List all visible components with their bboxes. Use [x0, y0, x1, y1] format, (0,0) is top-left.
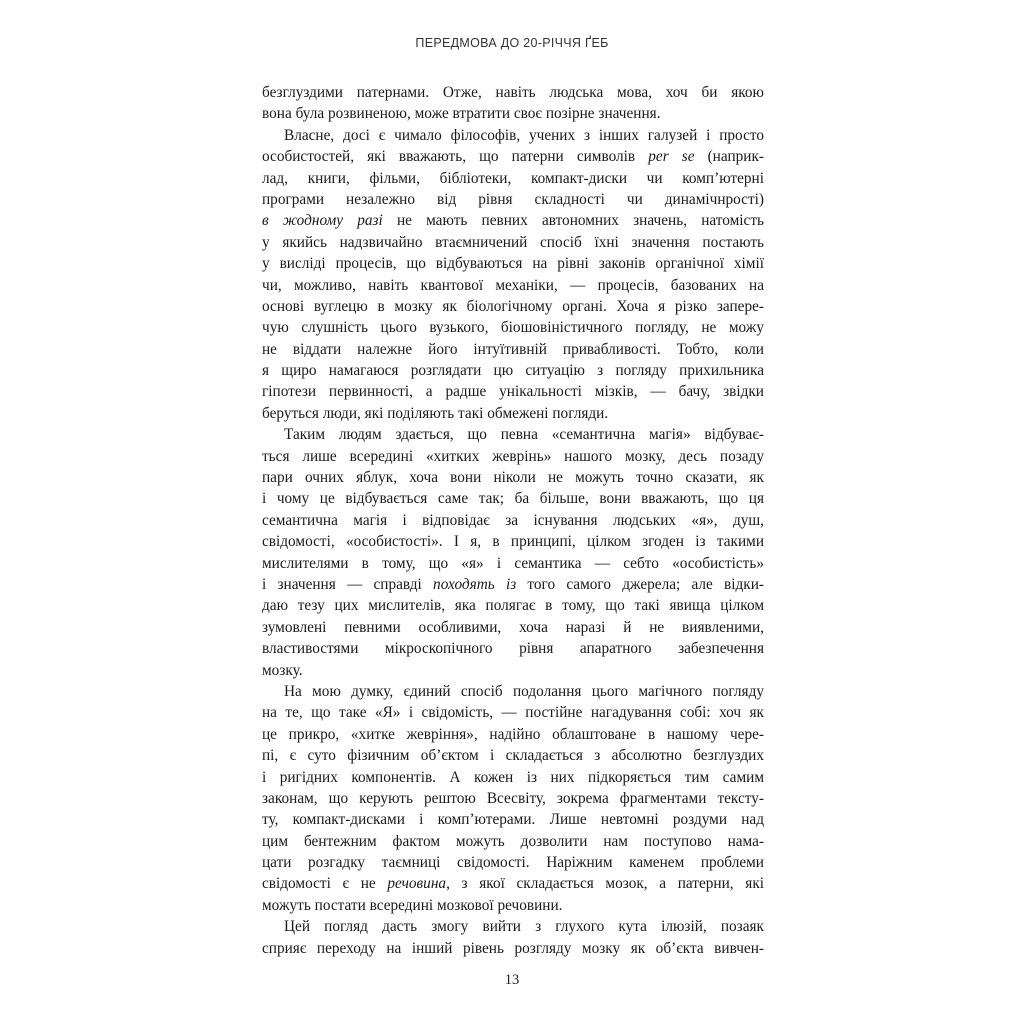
text-line: гіпотези первинності, а радше унікальності мізків, — бачу, звідки	[262, 383, 764, 401]
text-line: ться лише всередині «хитких жеврінь» нашого мозку, десь позаду	[262, 447, 764, 465]
text-line: і значення — справді походять із того самого джерела; але відки-	[262, 575, 765, 593]
text-line: чи, можливо, навіть квантової механіки, — процесів, базованих на	[262, 276, 764, 294]
body-text	[262, 82, 764, 959]
text-line: і ригідних компонентів. А кожен із них підкоряється тим самим	[262, 768, 764, 786]
text-line: і чому це відбувається саме так; ба більше, вони вважають, що ця	[262, 490, 764, 508]
text-line: властивостями мікроскопічного рівня апаратного забезпечення	[262, 640, 764, 658]
italic-term: в жодному разі	[262, 212, 383, 230]
italic-term: речовина	[387, 875, 447, 893]
running-head: ПЕРЕДМОВА ДО 20-РІЧЧЯ ҐЕБ	[415, 36, 609, 50]
text-line: цати розгадку таємниці свідомості. Наріжним каменем проблеми	[262, 854, 764, 872]
text-line: свідомості є не речовина, з якої складається мозок, а патерни, які	[262, 875, 764, 893]
text-line: у якийсь надзвичайно втаємничений спосіб їхні значення постають	[262, 233, 764, 251]
text-line: мозку.	[262, 661, 303, 679]
text-line: на те, що таке «Я» і свідомість, — постійне нагадування собі: хоч як	[262, 704, 764, 722]
text-line: Таким людям здається, що певна «семантична магія» відбуває-	[284, 426, 764, 444]
text-line: сприяє переходу на інший рівень розгляду мозку як об’єкта вивчен-	[262, 939, 764, 957]
text-line: це прикро, «хитке жевріння», надійно облаштоване в нашому чере-	[262, 725, 764, 743]
text-line: пари очних яблук, хоча вони ніколи не можуть точно сказати, як	[262, 469, 764, 487]
text-line: можуть постати всередині мозкової речовини.	[262, 896, 563, 914]
page-number: 13	[504, 972, 520, 988]
text-line: чую слушність цього вузького, біошовіністичного погляду, не можу	[262, 319, 764, 337]
text-line: беруться люди, які поділяють такі обмежені погляди.	[262, 404, 609, 422]
text-line: не віддати належне його інтуїтивній привабливості. Тобто, коли	[262, 340, 764, 358]
text-line: вона була розвиненою, може втратити своє позірне значення.	[262, 105, 661, 123]
text-line: програми незалежно від рівня складності чи динамічнрості)	[262, 190, 764, 208]
text-line: особистостей, які вважають, що патерни символів per se (наприк-	[262, 148, 764, 166]
text-line: семантична магія і відповідає за існування людських «я», душ,	[262, 511, 764, 529]
text-line: основі вуглецю в мозку як біологічному органі. Хоча я різко запере-	[262, 297, 764, 315]
text-line: ту, компакт-дисками і комп’ютерами. Лише невтомні роздуми над	[262, 811, 764, 829]
text-line: пі, є суто фізичним об’єктом і складається з абсолютно безглуздих	[262, 747, 764, 765]
text-line: мислителями в тому, що «я» і семантика — себто «особистість»	[262, 554, 764, 572]
text-line: зумовлені певними особливими, хоча наразі й не виявленими,	[262, 618, 764, 636]
text-line: лад, книги, фільми, бібліотеки, компакт-диски чи комп’ютерні	[262, 169, 764, 187]
text-line: Власне, досі є чимало філософів, учених з інших галузей і просто	[284, 126, 764, 144]
text-line: в жодному разі не мають певних автономних значень, натомість	[262, 212, 764, 230]
text-line: безглуздими патернами. Отже, навіть людська мова, хоч би якою	[262, 84, 764, 101]
text-line: у висліді процесів, що відбуваються на рівні законів органічної хімії	[262, 255, 764, 273]
text-line: Цей погляд дасть змогу вийти з глухого кута ілюзій, позаяк	[284, 918, 764, 936]
text-line: даю тезу цих мислителів, яка полягає в тому, що такі явища цілком	[262, 597, 764, 615]
text-line: цим бентежним фактом можуть дозволити нам поступово нама-	[262, 832, 764, 850]
text-line: На мою думку, єдиний спосіб подолання цього магічного погляду	[284, 682, 764, 700]
text-line: свідомості, «особистості». І я, в принципі, цілком згоден із такими	[262, 533, 764, 551]
italic-term: походять із	[433, 575, 517, 593]
italic-term: per se	[648, 148, 695, 166]
text-line: я щиро намагаюся розглядати цю ситуацію з погляду прихильника	[262, 362, 764, 380]
text-line: законам, що керують рештою Всесвіту, зокрема фрагментами тексту-	[262, 789, 764, 807]
